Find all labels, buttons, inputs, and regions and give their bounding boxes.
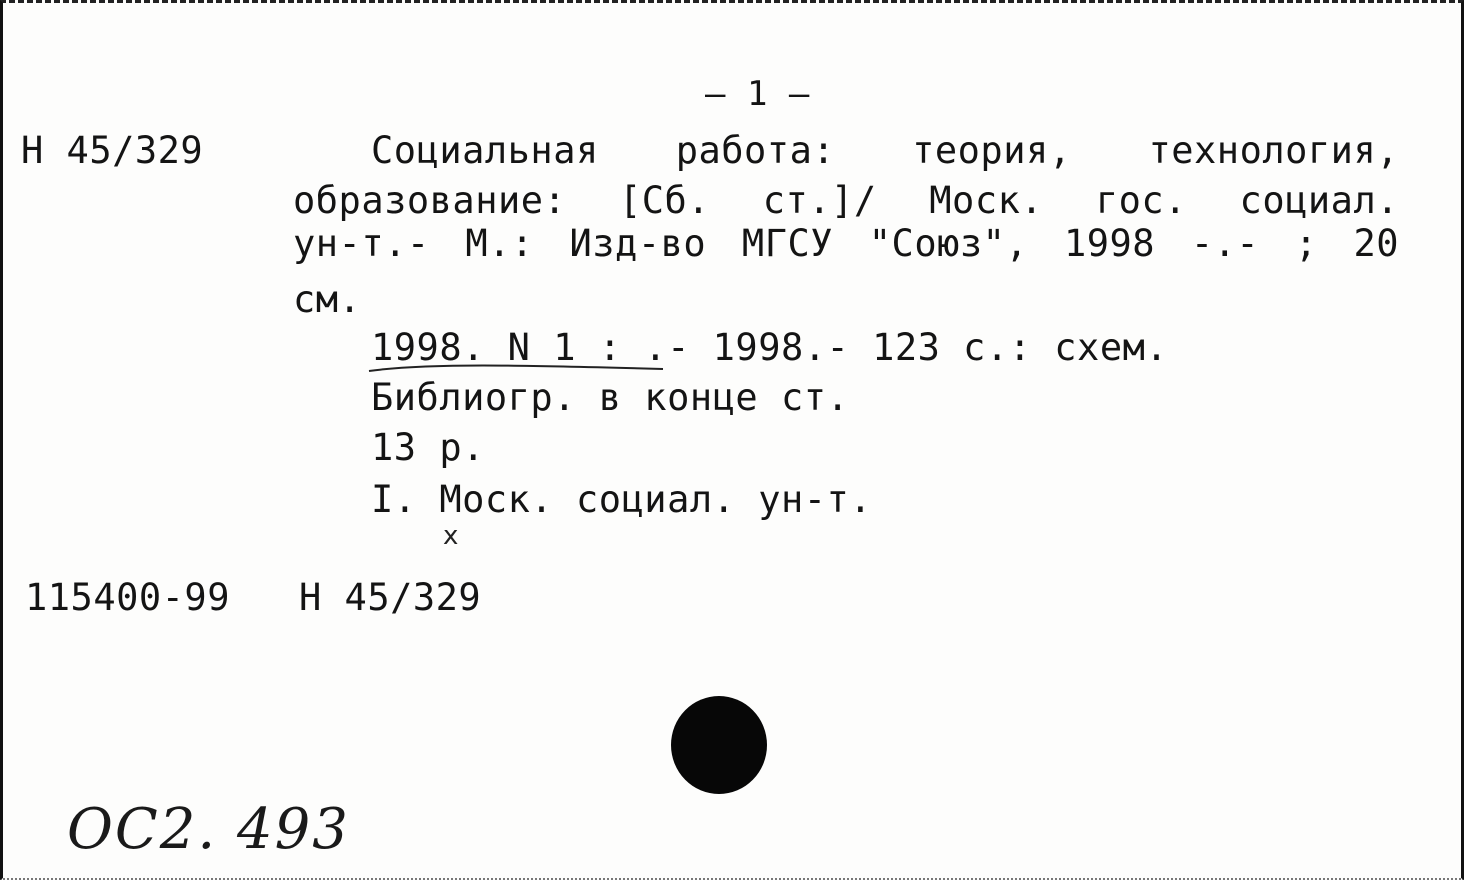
page-number: – 1 – bbox=[705, 74, 810, 114]
bibliography-note: Библиогр. в конце ст. bbox=[371, 376, 850, 419]
issue-line: 1998. N 1 : .- 1998.- 123 с.: схем. bbox=[371, 326, 1169, 369]
title-line-2: образование: [Сб. ст.]/ Моск. гос. социал. bbox=[293, 179, 1399, 222]
added-entry: I. Моск. социал. ун-т. bbox=[371, 478, 873, 521]
card-punch-hole bbox=[671, 696, 767, 794]
title-line-4: см. bbox=[293, 278, 362, 321]
title-line-3: ун-т.- М.: Изд-во МГСУ "Союз", 1998 -.- ; 20 bbox=[293, 222, 1399, 265]
shelfmark: Н 45/329 bbox=[299, 576, 482, 619]
price-line: 13 р. bbox=[371, 426, 485, 469]
call-number: Н 45/329 bbox=[21, 129, 204, 172]
inventory-number: 115400-99 bbox=[25, 576, 230, 619]
title-line-1: Социальная работа: теория, технология, bbox=[371, 129, 1399, 172]
added-entry-mark: x bbox=[443, 521, 459, 551]
handwritten-code: ОС2. 493 bbox=[67, 797, 350, 862]
